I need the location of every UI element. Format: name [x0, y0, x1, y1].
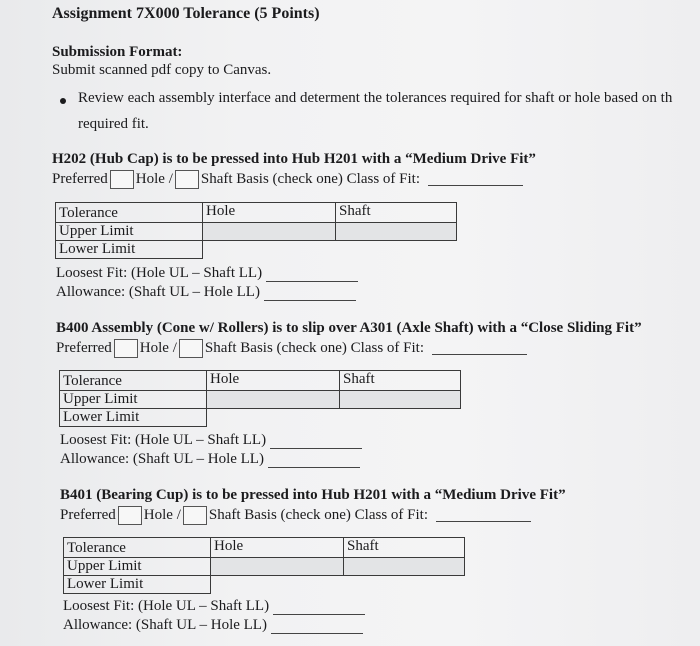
lower-limit-label: Lower Limit — [60, 409, 207, 427]
section-2-preferred-row — [56, 339, 527, 358]
instruction-line-1: Review each assembly interface and determent the tolerances required for shaft or hole based on th — [78, 90, 673, 106]
hole-lower-cell[interactable] — [211, 576, 344, 594]
shaft-lower-cell[interactable] — [336, 241, 457, 259]
class-of-fit-blank[interactable] — [432, 342, 527, 355]
table-header-row — [56, 203, 457, 223]
hole-lower-cell[interactable] — [207, 409, 340, 427]
table-header-row — [64, 538, 465, 558]
preferred-label: Preferred — [52, 171, 108, 187]
tolerance-header: Tolerance — [64, 538, 211, 558]
table-row — [56, 241, 457, 259]
allowance-label: Allowance: (Shaft UL – Hole LL) — [56, 284, 260, 300]
submission-heading: Submission Format: — [52, 44, 183, 60]
hole-label: Hole / — [135, 171, 173, 187]
preferred-label: Preferred — [56, 340, 112, 356]
table-row — [64, 558, 465, 576]
shaft-upper-cell[interactable] — [340, 391, 461, 409]
upper-limit-label: Upper Limit — [64, 558, 211, 576]
submission-text: Submit scanned pdf copy to Canvas. — [52, 62, 272, 78]
section-1-preferred-row — [52, 170, 523, 189]
hole-basis-checkbox[interactable] — [118, 506, 142, 525]
table-row — [56, 223, 457, 241]
shaft-basis-checkbox[interactable] — [175, 170, 199, 189]
shaft-header: Shaft — [336, 203, 457, 223]
section-2-allowance — [60, 451, 360, 468]
shaft-lower-cell[interactable] — [344, 576, 465, 594]
loosest-fit-blank[interactable] — [270, 436, 362, 449]
upper-limit-label: Upper Limit — [56, 223, 203, 241]
section-3-allowance — [63, 617, 363, 634]
tolerance-header: Tolerance — [56, 203, 203, 223]
loosest-fit-blank[interactable] — [273, 602, 365, 615]
shaft-basis-label: Shaft Basis (check one) Class of Fit: — [204, 340, 425, 356]
hole-upper-cell[interactable] — [211, 558, 344, 576]
table-row — [60, 391, 461, 409]
shaft-basis-checkbox[interactable] — [183, 506, 207, 525]
shaft-basis-label: Shaft Basis (check one) Class of Fit: — [200, 171, 421, 187]
table-row — [64, 576, 465, 594]
shaft-header: Shaft — [340, 371, 461, 391]
loosest-fit-label: Loosest Fit: (Hole UL – Shaft LL) — [63, 598, 270, 614]
class-of-fit-blank[interactable] — [428, 173, 523, 186]
section-3-tolerance-table — [63, 537, 465, 594]
lower-limit-label: Lower Limit — [64, 576, 211, 594]
section-1-heading: H202 (Hub Cap) is to be pressed into Hub H201 with a “Medium Drive Fit” — [52, 151, 536, 167]
assignment-title: Assignment 7X000 Tolerance (5 Points) — [52, 5, 320, 22]
loosest-fit-label: Loosest Fit: (Hole UL – Shaft LL) — [56, 265, 263, 281]
instruction-line-2: required fit. — [78, 116, 149, 132]
hole-upper-cell[interactable] — [203, 223, 336, 241]
section-3-loosest-fit — [63, 598, 365, 615]
class-of-fit-blank[interactable] — [436, 509, 531, 522]
hole-header: Hole — [203, 203, 336, 223]
shaft-basis-label: Shaft Basis (check one) Class of Fit: — [208, 507, 429, 523]
section-2-heading: B400 Assembly (Cone w/ Rollers) is to slip over A301 (Axle Shaft) with a “Close Sliding Fit” — [56, 320, 642, 336]
allowance-label: Allowance: (Shaft UL – Hole LL) — [63, 617, 267, 633]
section-1-tolerance-table — [55, 202, 457, 259]
shaft-lower-cell[interactable] — [340, 409, 461, 427]
tolerance-header: Tolerance — [60, 371, 207, 391]
shaft-upper-cell[interactable] — [344, 558, 465, 576]
loosest-fit-label: Loosest Fit: (Hole UL – Shaft LL) — [60, 432, 267, 448]
allowance-blank[interactable] — [271, 621, 363, 634]
table-header-row — [60, 371, 461, 391]
hole-label: Hole / — [139, 340, 177, 356]
table-row — [60, 409, 461, 427]
section-1-loosest-fit — [56, 265, 358, 282]
allowance-label: Allowance: (Shaft UL – Hole LL) — [60, 451, 264, 467]
upper-limit-label: Upper Limit — [60, 391, 207, 409]
shaft-basis-checkbox[interactable] — [179, 339, 203, 358]
section-3-heading: B401 (Bearing Cup) is to be pressed into Hub H201 with a “Medium Drive Fit” — [60, 487, 566, 503]
preferred-label: Preferred — [60, 507, 116, 523]
bullet-icon — [60, 98, 66, 104]
hole-basis-checkbox[interactable] — [114, 339, 138, 358]
hole-header: Hole — [211, 538, 344, 558]
lower-limit-label: Lower Limit — [56, 241, 203, 259]
hole-basis-checkbox[interactable] — [110, 170, 134, 189]
loosest-fit-blank[interactable] — [266, 269, 358, 282]
hole-header: Hole — [207, 371, 340, 391]
section-2-tolerance-table — [59, 370, 461, 427]
allowance-blank[interactable] — [264, 288, 356, 301]
hole-label: Hole / — [143, 507, 181, 523]
hole-lower-cell[interactable] — [203, 241, 336, 259]
hole-upper-cell[interactable] — [207, 391, 340, 409]
section-3-preferred-row — [60, 506, 531, 525]
shaft-header: Shaft — [344, 538, 465, 558]
shaft-upper-cell[interactable] — [336, 223, 457, 241]
section-1-allowance — [56, 284, 356, 301]
section-2-loosest-fit — [60, 432, 362, 449]
allowance-blank[interactable] — [268, 455, 360, 468]
